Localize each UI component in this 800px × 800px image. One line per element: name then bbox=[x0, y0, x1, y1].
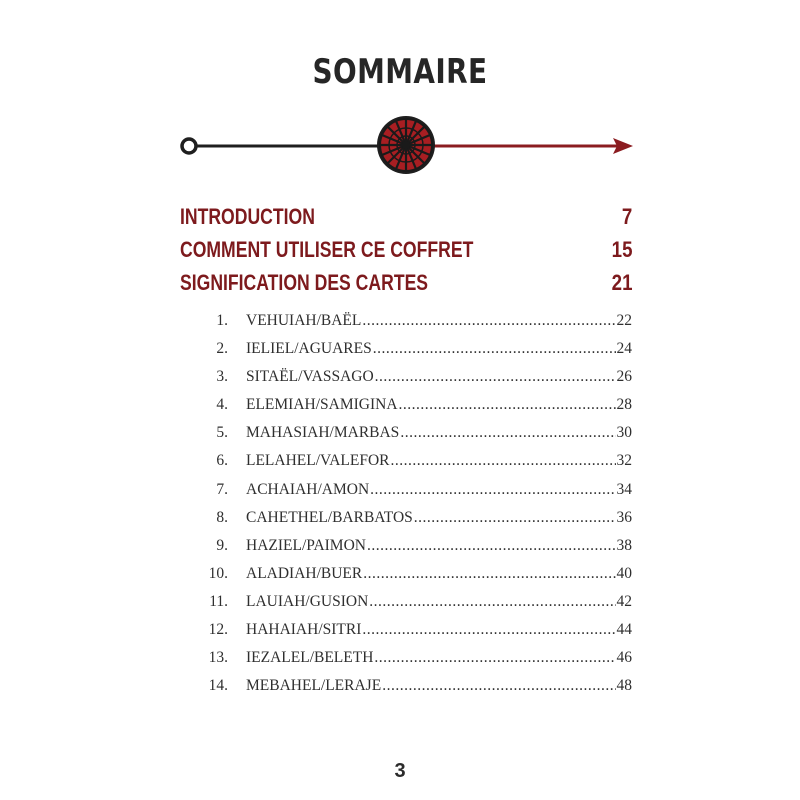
entry-number: 8. bbox=[216, 508, 228, 526]
entry-page: 44 bbox=[616, 621, 632, 639]
leader-dots bbox=[391, 447, 616, 475]
list-item[interactable] bbox=[180, 504, 632, 532]
list-item[interactable] bbox=[180, 391, 632, 419]
section-page: 7 bbox=[621, 204, 632, 229]
entry-name: ELEMIAH/SAMIGINA bbox=[246, 396, 398, 414]
entry-number: 1. bbox=[216, 312, 228, 329]
entry-number: 9. bbox=[216, 536, 228, 554]
main-sections bbox=[180, 200, 632, 299]
start-circle-icon bbox=[182, 139, 196, 153]
entry-number: 10. bbox=[208, 564, 228, 582]
entry-number: 4. bbox=[216, 396, 228, 414]
entry-page: 36 bbox=[616, 508, 632, 526]
entry-page: 42 bbox=[616, 592, 632, 610]
entry-name: IEZALEL/BELETH bbox=[246, 649, 374, 667]
section-comment-utiliser[interactable] bbox=[180, 233, 632, 266]
entry-number: 14. bbox=[208, 677, 228, 695]
list-item[interactable] bbox=[180, 532, 632, 560]
leader-dots bbox=[373, 335, 616, 363]
entry-page: 28 bbox=[616, 396, 632, 414]
entry-number: 12. bbox=[208, 621, 228, 639]
leader-dots bbox=[362, 307, 615, 335]
entry-page: 46 bbox=[616, 649, 632, 667]
section-signification[interactable] bbox=[180, 266, 632, 299]
entry-name: ACHAIAH/AMON bbox=[246, 480, 370, 498]
list-item[interactable] bbox=[180, 307, 632, 335]
list-item[interactable] bbox=[180, 560, 632, 588]
entry-name: MEBAHEL/LERAJE bbox=[246, 677, 382, 695]
list-item[interactable] bbox=[180, 644, 632, 672]
entry-name: MAHASIAH/MARBAS bbox=[246, 424, 400, 442]
timeline-wheel-arrow-icon bbox=[175, 112, 635, 178]
entry-name: IELIEL/AGUARES bbox=[246, 340, 372, 358]
list-item[interactable] bbox=[180, 672, 632, 700]
page-title: SOMMAIRE bbox=[312, 52, 488, 92]
entry-name: LELAHEL/VALEFOR bbox=[246, 452, 390, 470]
entry-number: 6. bbox=[216, 452, 228, 470]
entry-number: 2. bbox=[216, 340, 228, 358]
entry-page: 32 bbox=[616, 452, 632, 470]
entry-number: 7. bbox=[216, 480, 228, 498]
leader-dots bbox=[369, 588, 615, 616]
list-item[interactable] bbox=[180, 476, 632, 504]
leader-dots bbox=[374, 644, 615, 672]
list-item[interactable] bbox=[180, 419, 632, 447]
section-label: SIGNIFICATION DES CARTES bbox=[180, 270, 429, 295]
entry-name: ALADIAH/BUER bbox=[246, 564, 363, 582]
list-item[interactable] bbox=[180, 363, 632, 391]
leader-dots bbox=[370, 476, 615, 504]
entry-name: HAZIEL/PAIMON bbox=[246, 536, 366, 554]
leader-dots bbox=[414, 504, 616, 532]
section-page: 15 bbox=[611, 237, 632, 262]
entry-name: SITAËL/VASSAGO bbox=[246, 368, 374, 386]
entry-number: 13. bbox=[208, 649, 228, 667]
entry-page: 48 bbox=[616, 677, 632, 695]
leader-dots bbox=[362, 616, 615, 644]
wheel-icon bbox=[377, 116, 435, 174]
leader-dots bbox=[367, 532, 616, 560]
list-item[interactable] bbox=[180, 616, 632, 644]
entry-number: 3. bbox=[216, 368, 228, 386]
entry-page: 24 bbox=[616, 340, 632, 358]
leader-dots bbox=[375, 363, 616, 391]
section-label: INTRODUCTION bbox=[180, 204, 315, 229]
entry-page: 34 bbox=[616, 480, 632, 498]
leader-dots bbox=[400, 419, 615, 447]
entry-name: VEHUIAH/BAËL bbox=[246, 312, 362, 329]
entry-page: 40 bbox=[616, 564, 632, 582]
leader-dots bbox=[382, 672, 615, 700]
card-entries-list bbox=[180, 307, 632, 700]
entry-number: 11. bbox=[209, 592, 228, 610]
section-page: 21 bbox=[611, 270, 632, 295]
section-introduction[interactable] bbox=[180, 200, 632, 233]
entry-page: 30 bbox=[616, 424, 632, 442]
entry-name: CAHETHEL/BARBATOS bbox=[246, 508, 413, 526]
entry-name: LAUIAH/GUSION bbox=[246, 592, 369, 610]
entry-page: 22 bbox=[616, 312, 632, 329]
page-number: 3 bbox=[394, 760, 406, 782]
entry-name: HAHAIAH/SITRI bbox=[246, 621, 362, 639]
entry-page: 26 bbox=[616, 368, 632, 386]
list-item[interactable] bbox=[180, 588, 632, 616]
leader-dots bbox=[363, 560, 615, 588]
entry-page: 38 bbox=[616, 536, 632, 554]
list-item[interactable] bbox=[180, 447, 632, 475]
entry-number: 5. bbox=[216, 424, 228, 442]
section-label: COMMENT UTILISER CE COFFRET bbox=[180, 237, 474, 262]
list-item[interactable] bbox=[180, 335, 632, 363]
leader-dots bbox=[399, 391, 616, 419]
